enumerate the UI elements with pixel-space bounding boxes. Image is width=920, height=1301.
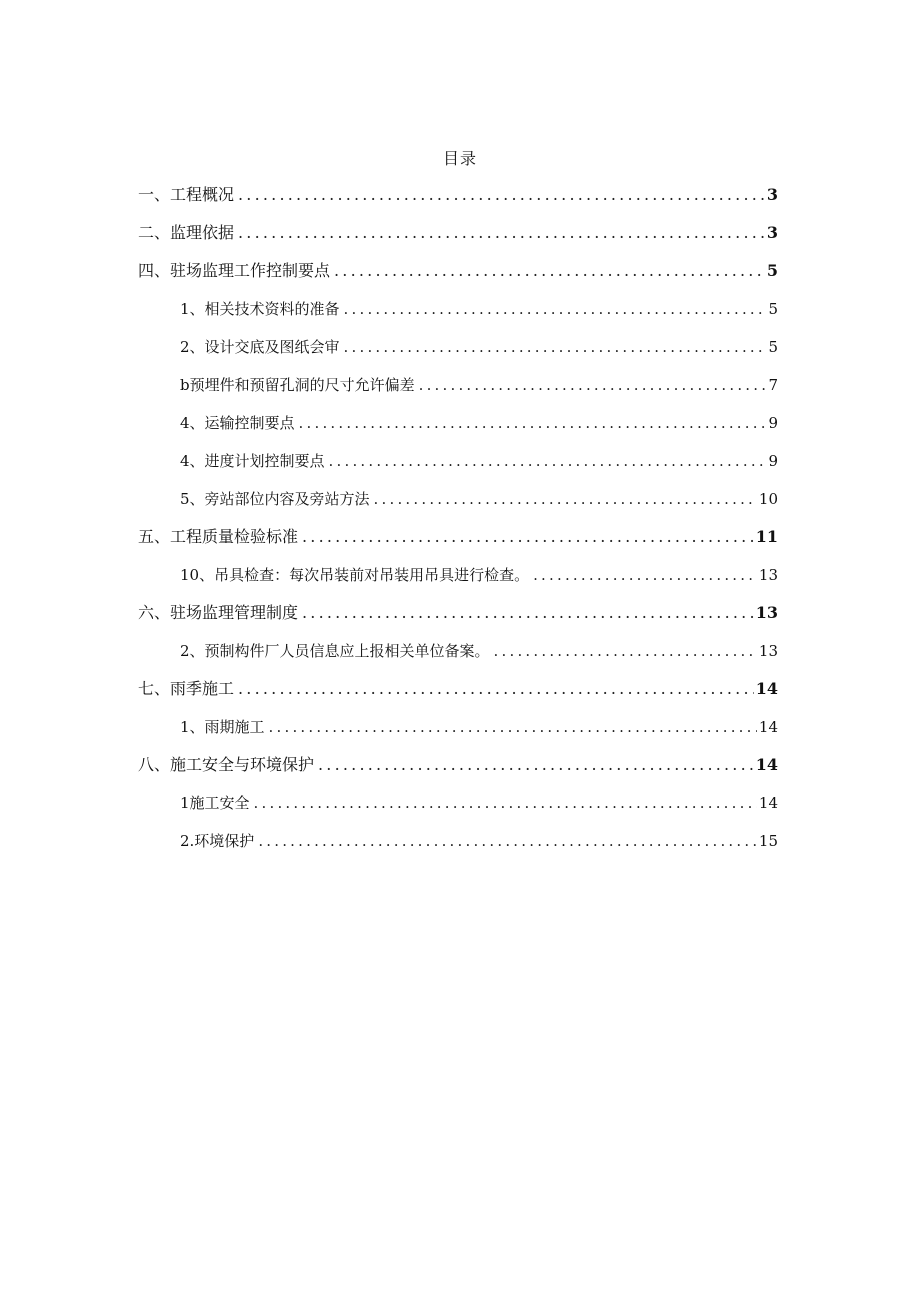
toc-entry-text: b预埋件和预留孔洞的尺寸允许偏差 bbox=[180, 376, 415, 394]
toc-entry-text: 八、施工安全与环境保护 bbox=[138, 755, 315, 774]
toc-page-number: 14 bbox=[755, 755, 778, 774]
toc-entry-text: 1、相关技术资料的准备 bbox=[180, 300, 340, 318]
toc-entry-text: 4、进度计划控制要点 bbox=[180, 452, 325, 470]
toc-page-number: 13 bbox=[758, 566, 778, 584]
toc-entry-text: 六、驻场监理管理制度 bbox=[138, 603, 299, 622]
toc-dot-leader bbox=[302, 596, 754, 630]
toc-dot-leader bbox=[329, 444, 766, 478]
toc-entry-text: 四、驻场监理工作控制要点 bbox=[138, 261, 331, 280]
toc-dot-leader bbox=[494, 634, 757, 668]
toc-page-number: 14 bbox=[755, 679, 778, 698]
toc-page-number: 3 bbox=[766, 223, 778, 242]
toc-page-number: 15 bbox=[758, 832, 778, 850]
toc-page-number: 7 bbox=[768, 376, 778, 394]
toc-dot-leader bbox=[344, 330, 766, 364]
toc-entry-text: 五、工程质量检验标准 bbox=[138, 527, 299, 546]
toc-entry-text: 10、吊具检查：每次吊装前对吊装用吊具进行检查。 bbox=[180, 566, 530, 584]
table-of-contents bbox=[138, 178, 778, 862]
toc-entry-text: 2、设计交底及图纸会审 bbox=[180, 338, 340, 356]
toc-page-number: 9 bbox=[768, 414, 778, 432]
toc-entry[interactable] bbox=[138, 710, 778, 748]
toc-entry-text: 4、运输控制要点 bbox=[180, 414, 295, 432]
toc-dot-leader bbox=[344, 292, 766, 326]
toc-entry[interactable] bbox=[138, 748, 778, 786]
toc-dot-leader bbox=[238, 216, 765, 250]
toc-page-number: 14 bbox=[758, 718, 778, 736]
toc-page-number: 5 bbox=[768, 338, 778, 356]
toc-dot-leader bbox=[258, 824, 757, 858]
toc-entry[interactable] bbox=[138, 786, 778, 824]
toc-dot-leader bbox=[318, 748, 754, 782]
toc-entry-text: 1、雨期施工 bbox=[180, 718, 265, 736]
toc-entry[interactable] bbox=[138, 406, 778, 444]
toc-entry[interactable] bbox=[138, 330, 778, 368]
toc-page-number: 11 bbox=[755, 527, 778, 546]
toc-dot-leader bbox=[334, 254, 765, 288]
toc-entry-text: 二、监理依据 bbox=[138, 223, 235, 242]
toc-page-number: 10 bbox=[758, 490, 778, 508]
toc-entry[interactable] bbox=[138, 254, 778, 292]
toc-dot-leader bbox=[419, 368, 766, 402]
toc-entry-text: 5、旁站部位内容及旁站方法 bbox=[180, 490, 370, 508]
toc-dot-leader bbox=[238, 178, 765, 212]
toc-entry[interactable] bbox=[138, 216, 778, 254]
toc-entry-text: 七、雨季施工 bbox=[138, 679, 235, 698]
toc-entry[interactable] bbox=[138, 596, 778, 634]
toc-entry-text: 2、预制构件厂人员信息应上报相关单位备案。 bbox=[180, 642, 490, 660]
toc-dot-leader bbox=[302, 520, 754, 554]
toc-page-number: 13 bbox=[758, 642, 778, 660]
toc-dot-leader bbox=[238, 672, 754, 706]
toc-entry[interactable] bbox=[138, 368, 778, 406]
toc-page-number: 5 bbox=[766, 261, 778, 280]
toc-entry[interactable] bbox=[138, 520, 778, 558]
toc-entry[interactable] bbox=[138, 634, 778, 672]
toc-dot-leader bbox=[254, 786, 757, 820]
toc-dot-leader bbox=[299, 406, 766, 440]
toc-entry[interactable] bbox=[138, 672, 778, 710]
toc-page-number: 14 bbox=[758, 794, 778, 812]
toc-entry[interactable] bbox=[138, 178, 778, 216]
toc-entry[interactable] bbox=[138, 292, 778, 330]
toc-entry-text: 2.环境保护 bbox=[180, 832, 255, 850]
toc-title: 目录 bbox=[442, 149, 477, 168]
toc-dot-leader bbox=[269, 710, 757, 744]
toc-dot-leader bbox=[533, 558, 757, 592]
toc-page-number: 3 bbox=[766, 185, 778, 204]
toc-entry[interactable] bbox=[138, 444, 778, 482]
toc-page-number: 9 bbox=[768, 452, 778, 470]
toc-page-number: 13 bbox=[755, 603, 778, 622]
toc-entry-text: 1施工安全 bbox=[180, 794, 250, 812]
toc-entry-text: 一、工程概况 bbox=[138, 185, 235, 204]
toc-entry[interactable] bbox=[138, 482, 778, 520]
toc-entry[interactable] bbox=[138, 824, 778, 862]
toc-page-number: 5 bbox=[768, 300, 778, 318]
toc-dot-leader bbox=[374, 482, 757, 516]
toc-entry[interactable] bbox=[138, 558, 778, 596]
